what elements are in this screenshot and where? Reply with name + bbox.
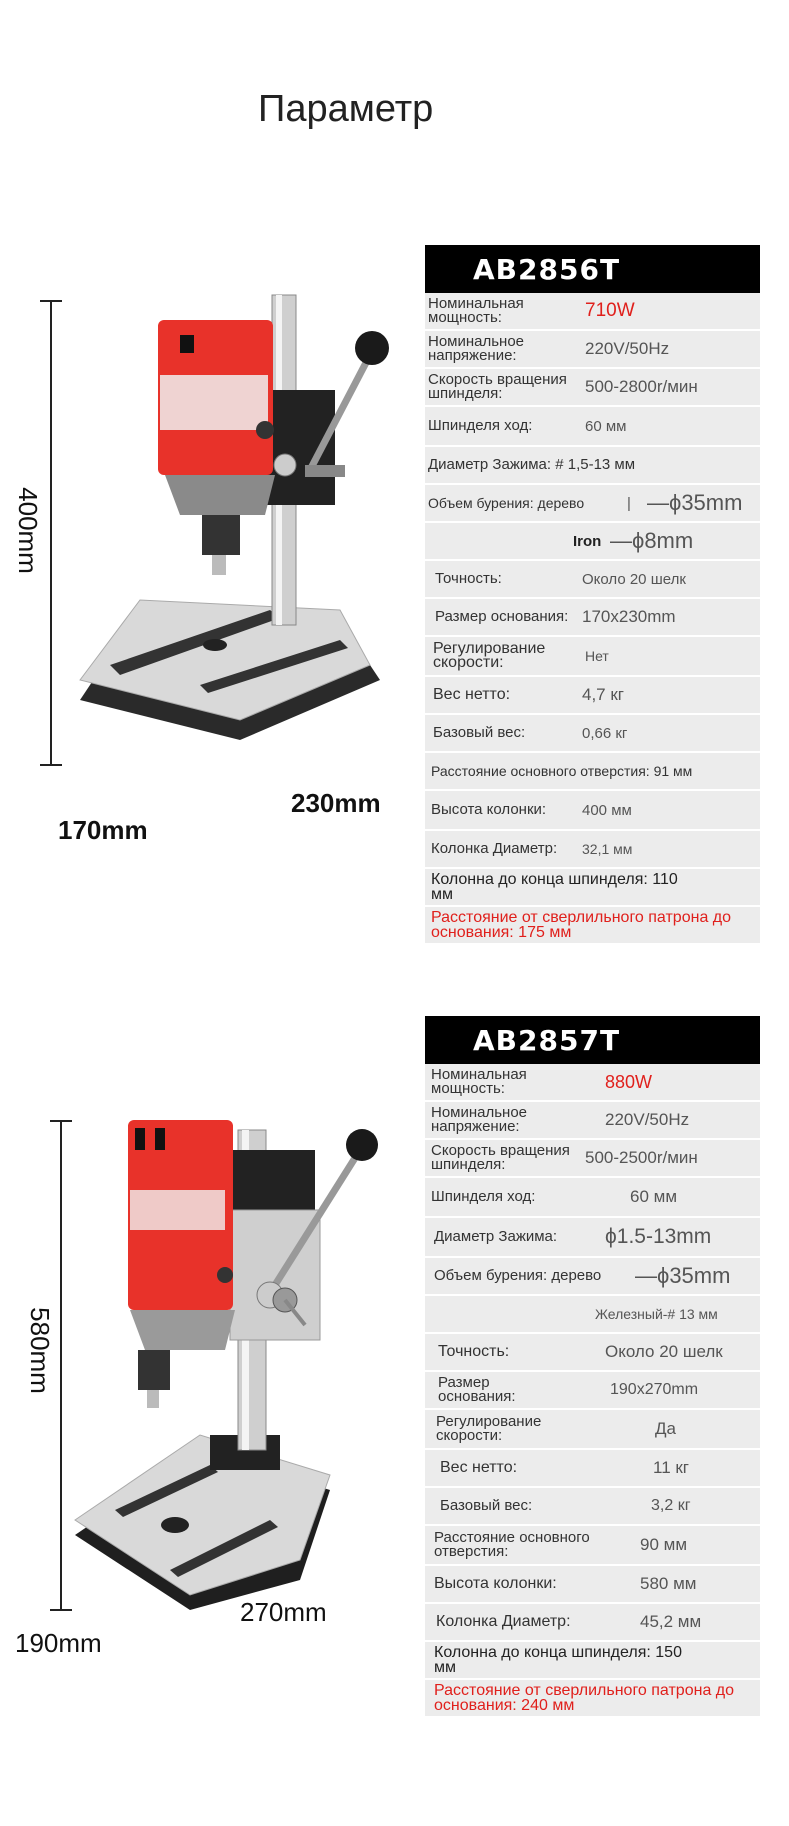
depth-dimension-2: 270mm: [240, 1597, 327, 1627]
height-dim-cap-top-2: [50, 1120, 72, 1122]
spec-value: Около 20 шелк: [582, 570, 686, 588]
spec-value: 500-2800r/мин: [585, 377, 698, 396]
page-title: Параметр: [258, 88, 434, 130]
drill-press-image-1: [40, 280, 400, 790]
spec-row-drill-wood: [425, 1258, 760, 1296]
spec-row-base-weight: [425, 715, 760, 753]
spec-row-column-to-spindle: [425, 1642, 760, 1680]
model-header: AB2857T: [425, 1016, 760, 1064]
spec-value: 710W: [585, 300, 635, 321]
spec-value: Железный-# 13 мм: [595, 1306, 718, 1322]
spec-label: Колонна до конца шпинделя: 150 мм: [434, 1644, 682, 1676]
spec-label: Диаметр Зажима: # 1,5-13 мм: [428, 456, 636, 473]
height-dim-cap-top-1: [40, 300, 62, 302]
height-dimension-1: 400mm: [12, 487, 43, 574]
spec-label: Точность:: [438, 1343, 510, 1360]
width-dimension-2: 190mm: [15, 1628, 102, 1658]
spec-row-chuck: [425, 1218, 760, 1258]
spec-label: Базовый вес:: [440, 1497, 533, 1514]
spec-label: Вес нетто:: [440, 1459, 518, 1476]
spec-table-1: [425, 245, 760, 945]
spec-value: 45,2 мм: [640, 1612, 702, 1631]
spec-row-speed-control: [425, 637, 760, 677]
spec-table-2: [425, 1016, 760, 1718]
spec-row-column-height: [425, 791, 760, 831]
spec-row-chuck-to-base: [425, 1680, 760, 1718]
spec-value: Около 20 шелк: [605, 1342, 723, 1361]
width-dimension-1: 170mm: [58, 815, 148, 845]
spec-label: Номинальное напряжение:: [428, 333, 525, 364]
spec-value: 500-2500r/мин: [585, 1148, 698, 1167]
spec-row-voltage: [425, 1102, 760, 1140]
spec-row-accuracy: [425, 1334, 760, 1372]
spec-row-hole-distance: [425, 753, 760, 791]
height-dim-cap-bottom-2: [50, 1609, 72, 1611]
spec-value: ϕ1.5-13mm: [605, 1225, 712, 1248]
spec-label: Номинальная мощность:: [431, 1066, 527, 1097]
spec-label: Регулирование скорости:: [433, 640, 546, 671]
spec-value: Нет: [585, 648, 609, 664]
spec-value: —ϕ8mm: [610, 528, 694, 553]
spec-label: Колонна до конца шпинделя: 110 мм: [431, 871, 678, 903]
spec-row-drill-wood: [425, 485, 760, 523]
spec-row-chuck-to-base: [425, 907, 760, 945]
spec-label: Объем бурения: дерево: [428, 495, 585, 511]
spec-row-power: [425, 293, 760, 331]
spec-value: 190x270mm: [610, 1381, 699, 1398]
height-dimension-2: 580mm: [24, 1307, 55, 1394]
spec-label: Высота колонки:: [434, 1575, 557, 1592]
spec-label: Расстояние от сверлильного патрона до основания: 175 мм: [431, 909, 732, 941]
spec-value: 60 мм: [585, 417, 627, 435]
spec-value: 580 мм: [640, 1574, 697, 1593]
spec-label: Номинальная мощность:: [428, 295, 524, 326]
depth-dimension-1: 230mm: [291, 788, 381, 818]
spec-label: Шпинделя ход:: [431, 1188, 536, 1205]
spec-value: 220V/50Hz: [585, 339, 670, 358]
spec-label: Размер основания:: [438, 1374, 516, 1405]
spec-label: Скорость вращения шпинделя:: [431, 1142, 570, 1173]
spec-row-hole-distance: [425, 1526, 760, 1566]
spec-label: Регулирование скорости:: [436, 1413, 542, 1444]
spec-value: Да: [655, 1419, 676, 1438]
spec-row-column-diameter: [425, 1604, 760, 1642]
spec-label: Колонка Диаметр:: [436, 1613, 571, 1630]
spec-label: Объем бурения: дерево: [434, 1267, 602, 1284]
spec-label: Шпинделя ход:: [428, 417, 533, 434]
spec-label: Размер основания:: [435, 608, 569, 625]
spec-row-voltage: [425, 331, 760, 369]
spec-label: Iron: [573, 532, 602, 550]
spec-row-accuracy: [425, 561, 760, 599]
spec-row-stroke: [425, 407, 760, 447]
spec-label: Колонка Диаметр:: [431, 840, 558, 857]
spec-label: Расстояние основного отверстия:: [434, 1529, 590, 1560]
spec-row-chuck: [425, 447, 760, 485]
height-dim-line-1: [50, 300, 52, 765]
spec-row-base-size: [425, 1372, 760, 1410]
spec-label: Базовый вес:: [433, 724, 526, 741]
spec-row-net-weight: [425, 677, 760, 715]
height-dim-cap-bottom-1: [40, 764, 62, 766]
spec-value: 170x230mm: [582, 607, 676, 626]
spec-row-column-diameter: [425, 831, 760, 869]
spec-value: 880W: [605, 1071, 653, 1092]
spec-row-speed: [425, 1140, 760, 1178]
spec-value: 220V/50Hz: [605, 1110, 690, 1129]
spec-label: Расстояние от сверлильного патрона до основания: 240 мм: [434, 1682, 735, 1714]
spec-label: Вес нетто:: [433, 686, 511, 703]
spec-row-base-size: [425, 599, 760, 637]
height-dim-line-2: [60, 1120, 62, 1610]
spec-value: 32,1 мм: [582, 841, 633, 857]
spec-value: 0,66 кг: [582, 724, 628, 742]
spec-value: 60 мм: [630, 1187, 678, 1206]
spec-row-drill-iron: [425, 523, 760, 561]
spec-value: 90 мм: [640, 1535, 688, 1554]
spec-row-power: [425, 1064, 760, 1102]
spec-row-column-height: [425, 1566, 760, 1604]
model-header: AB2856T: [425, 245, 760, 293]
spec-row-base-weight: [425, 1488, 760, 1526]
spec-value: 400 мм: [582, 801, 632, 819]
spec-label: Номинальное напряжение:: [431, 1104, 528, 1135]
spec-separator: |: [627, 494, 631, 512]
spec-label: Диаметр Зажима:: [434, 1228, 558, 1245]
spec-row-drill-iron: [425, 1296, 760, 1334]
spec-label: Точность:: [435, 570, 502, 587]
spec-row-column-to-spindle: [425, 869, 760, 907]
spec-row-speed-control: [425, 1410, 760, 1450]
spec-row-stroke: [425, 1178, 760, 1218]
spec-value: 11 кг: [653, 1458, 690, 1477]
spec-value: 4,7 кг: [582, 685, 624, 704]
spec-row-net-weight: [425, 1450, 760, 1488]
spec-value: 3,2 кг: [651, 1497, 691, 1514]
spec-row-speed: [425, 369, 760, 407]
spec-value: —ϕ35mm: [635, 1263, 731, 1288]
spec-label: Скорость вращения шпинделя:: [428, 371, 567, 402]
spec-value: —ϕ35mm: [647, 490, 743, 515]
spec-label: Расстояние основного отверстия: 91 мм: [431, 763, 693, 779]
drill-press-image-2: [60, 1090, 390, 1630]
spec-label: Высота колонки:: [431, 801, 547, 818]
